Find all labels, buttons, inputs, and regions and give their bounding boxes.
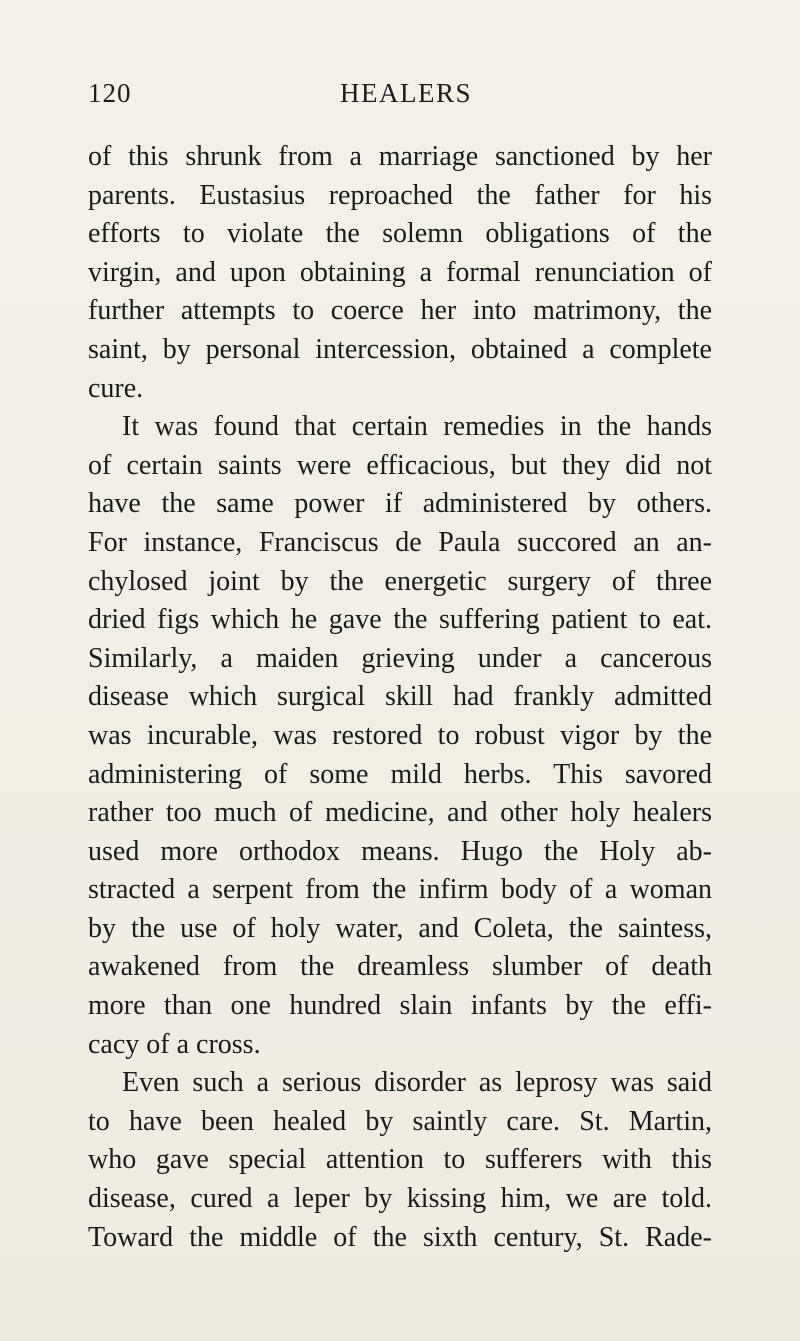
running-head: HEALERS <box>340 78 472 108</box>
text-line: further attempts to coerce her into matrimony, the <box>88 295 712 327</box>
text-line: It was found that certain remedies in the hands <box>122 411 712 443</box>
text-line: chylosed joint by the energetic surgery of three <box>88 565 712 597</box>
text-line: by the use of holy water, and Coleta, the saintess, <box>88 912 712 944</box>
text-line: of certain saints were efficacious, but they did not <box>88 449 712 481</box>
body-text <box>88 138 712 1257</box>
text-line: For instance, Franciscus de Paula succored an an- <box>88 526 712 558</box>
text-line: stracted a serpent from the infirm body of a woman <box>88 874 712 906</box>
text-line: of this shrunk from a marriage sanctioned by her <box>88 141 712 172</box>
page-header <box>88 78 712 114</box>
text-line: Even such a serious disorder as leprosy was said <box>122 1067 712 1099</box>
text-line: disease which surgical skill had frankly admitted <box>88 681 712 713</box>
text-line: was incurable, was restored to robust vigor by the <box>88 719 712 751</box>
text-line: saint, by personal intercession, obtained a complete <box>88 333 712 365</box>
text-line: cure. <box>88 372 144 404</box>
text-line: rather too much of medicine, and other holy healers <box>88 797 712 829</box>
text-line: administering of some mild herbs. This savored <box>88 758 712 790</box>
text-line: Similarly, a maiden grieving under a cancerous <box>88 642 712 674</box>
text-line: dried figs which he gave the suffering patient to eat. <box>88 604 712 636</box>
text-line: used more orthodox means. Hugo the Holy ab- <box>88 835 712 867</box>
text-line: to have been healed by saintly care. St. Martin, <box>88 1105 712 1137</box>
text-line: have the same power if administered by others. <box>88 488 712 520</box>
text-line: awakened from the dreamless slumber of death <box>88 951 712 983</box>
page-number: 120 <box>88 78 132 108</box>
text-line: Toward the middle of the sixth century, St. Rade- <box>88 1221 712 1253</box>
text-line: parents. Eustasius reproached the father for his <box>88 179 712 211</box>
text-line: efforts to violate the solemn obligations of the <box>88 218 712 250</box>
text-line: more than one hundred slain infants by the effi- <box>88 990 712 1022</box>
text-line: cacy of a cross. <box>88 1028 261 1060</box>
text-line: virgin, and upon obtaining a formal renunciation of <box>88 256 712 288</box>
text-line: disease, cured a leper by kissing him, we are told. <box>88 1183 712 1215</box>
text-line: who gave special attention to sufferers with this <box>88 1144 712 1176</box>
